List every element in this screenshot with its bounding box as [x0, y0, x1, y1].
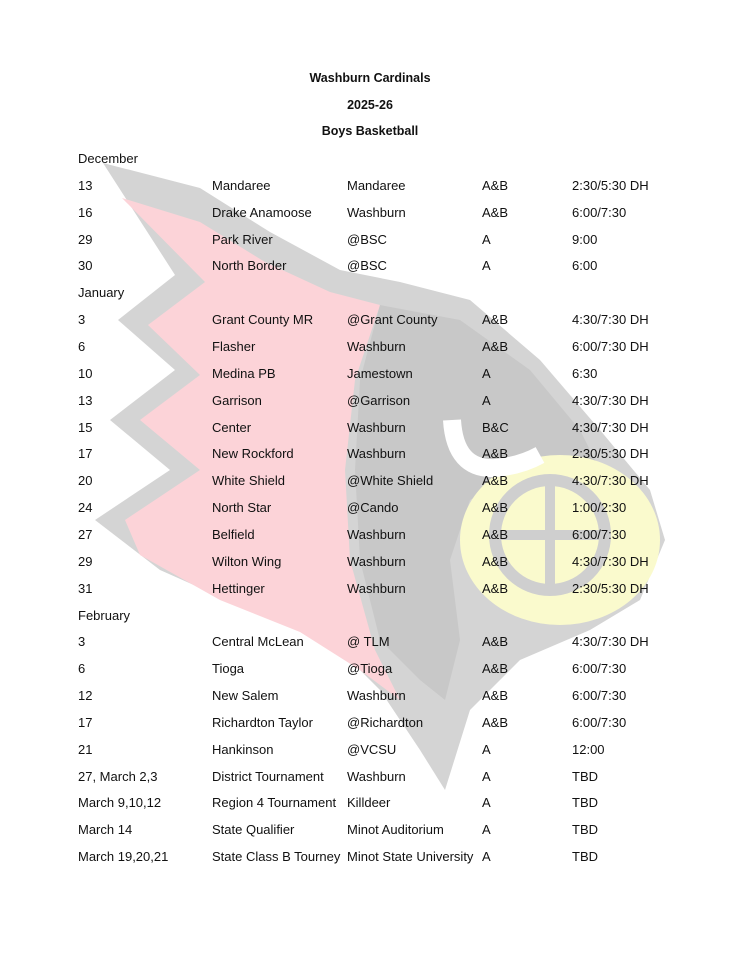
game-date: March 14	[78, 822, 133, 838]
table-row	[0, 742, 750, 762]
table-row	[0, 446, 750, 466]
game-time: 6:00/7:30	[572, 661, 627, 677]
game-opponent: Center	[212, 419, 252, 435]
game-level: A	[482, 822, 491, 838]
game-opponent: White Shield	[212, 473, 285, 489]
game-opponent: Hettinger	[212, 580, 265, 596]
game-level: A&B	[482, 661, 509, 677]
game-opponent: Mandaree	[212, 177, 271, 193]
game-time: 9:00	[572, 231, 598, 247]
game-opponent: Hankinson	[212, 741, 274, 757]
game-time: TBD	[572, 849, 598, 865]
game-time: 4:30/7:30 DH	[572, 634, 649, 650]
game-level: A&B	[482, 688, 509, 703]
game-level: A	[482, 741, 491, 757]
game-date: 30	[78, 258, 93, 274]
game-time: 6:00/7:30	[572, 688, 627, 703]
table-row	[0, 795, 750, 815]
table-row	[0, 232, 750, 252]
table-row	[0, 581, 750, 601]
game-location: @Tioga	[347, 661, 393, 677]
game-location: Killdeer	[347, 795, 391, 811]
table-row	[0, 178, 750, 198]
game-location: @BSC	[347, 231, 387, 247]
game-time: 6:30	[572, 365, 598, 381]
game-location: @Richardton	[347, 714, 424, 730]
game-level: A&B	[482, 204, 509, 220]
game-level: A	[482, 392, 491, 408]
game-location: Washburn	[347, 204, 406, 220]
game-opponent: Belfield	[212, 526, 255, 542]
table-row	[0, 393, 750, 413]
game-date: 31	[78, 580, 93, 596]
table-row	[0, 688, 750, 708]
month-heading-february: February	[78, 607, 131, 623]
game-location: @White Shield	[347, 473, 434, 489]
game-level: A&B	[482, 339, 509, 354]
game-location: @Garrison	[347, 392, 411, 408]
game-location: Washburn	[347, 339, 406, 354]
game-location: Minot State University	[347, 849, 474, 865]
game-time: 2:30/5:30 DH	[572, 580, 649, 596]
game-opponent: North Border	[212, 258, 287, 274]
game-location: Washburn	[347, 526, 406, 542]
game-opponent: State Class B Tourney	[212, 849, 341, 865]
game-date: 6	[78, 339, 86, 354]
game-level: B&C	[482, 419, 509, 435]
table-row	[0, 339, 750, 359]
game-location: Washburn	[347, 553, 406, 569]
table-row	[0, 715, 750, 735]
game-level: A&B	[482, 634, 509, 650]
game-opponent: Richardton Taylor	[212, 714, 313, 730]
game-opponent: Central McLean	[212, 634, 304, 650]
table-row	[0, 849, 750, 869]
game-time: 6:00/7:30	[572, 204, 627, 220]
table-row	[0, 500, 750, 520]
game-level: A&B	[482, 500, 509, 516]
game-level: A	[482, 795, 491, 811]
month-heading-december: December	[78, 151, 138, 166]
table-row	[0, 634, 750, 654]
game-opponent: Medina PB	[212, 365, 276, 381]
table-row	[0, 366, 750, 386]
school-name: Washburn Cardinals	[309, 71, 431, 85]
game-location: Washburn	[347, 768, 406, 784]
table-row	[0, 527, 750, 547]
table-row	[0, 554, 750, 574]
game-date: 3	[78, 312, 86, 328]
game-location: @VCSU	[347, 741, 397, 757]
game-date: March 19,20,21	[78, 849, 169, 865]
game-date: 29	[78, 553, 93, 569]
game-date: 29	[78, 231, 93, 247]
game-time: 2:30/5:30 DH	[572, 446, 649, 462]
game-location: @ TLM	[347, 634, 390, 650]
game-date: March 9,10,12	[78, 795, 162, 811]
game-date: 3	[78, 634, 86, 650]
game-location: @BSC	[347, 258, 387, 274]
game-level: A&B	[482, 312, 509, 328]
game-time: 1:00/2:30	[572, 500, 627, 516]
table-row	[0, 661, 750, 681]
game-opponent: State Qualifier	[212, 822, 295, 838]
game-date: 13	[78, 177, 93, 193]
game-date: 10	[78, 365, 93, 381]
game-location: Washburn	[347, 580, 406, 596]
game-date: 27, March 2,3	[78, 768, 158, 784]
game-date: 6	[78, 661, 86, 677]
game-level: A	[482, 258, 491, 274]
game-location: @Cando	[347, 500, 399, 516]
game-date: 24	[78, 500, 93, 516]
table-row	[0, 473, 750, 493]
game-date: 12	[78, 688, 93, 703]
game-level: A&B	[482, 553, 509, 569]
game-time: TBD	[572, 795, 598, 811]
game-location: Mandaree	[347, 177, 406, 193]
game-time: TBD	[572, 768, 598, 784]
game-time: 4:30/7:30 DH	[572, 312, 649, 328]
game-location: Minot Auditorium	[347, 822, 444, 838]
game-level: A&B	[482, 526, 509, 542]
game-date: 20	[78, 473, 93, 489]
game-location: @Grant County	[347, 312, 438, 328]
game-opponent: New Salem	[212, 688, 279, 703]
game-location: Washburn	[347, 419, 406, 435]
game-level: A&B	[482, 580, 509, 596]
season-title: 2025-26	[347, 98, 393, 112]
game-time: 12:00	[572, 741, 605, 757]
game-time: 4:30/7:30 DH	[572, 553, 649, 569]
game-time: TBD	[572, 822, 598, 838]
game-level: A&B	[482, 177, 509, 193]
table-row	[0, 258, 750, 278]
game-opponent: District Tournament	[212, 768, 324, 784]
game-opponent: Flasher	[212, 339, 256, 354]
game-level: A&B	[482, 473, 509, 489]
game-location: Washburn	[347, 446, 406, 462]
game-time: 4:30/7:30 DH	[572, 473, 649, 489]
game-level: A&B	[482, 714, 509, 730]
sport-title: Boys Basketball	[321, 124, 419, 138]
game-time: 6:00	[572, 258, 598, 274]
game-date: 15	[78, 419, 93, 435]
month-heading-january: January	[78, 285, 125, 301]
game-date: 17	[78, 714, 93, 730]
game-time: 6:00/7:30	[572, 714, 627, 730]
game-opponent: North Star	[212, 500, 272, 516]
game-location: Jamestown	[347, 365, 413, 381]
game-time: 6:00/7:30	[572, 526, 627, 542]
game-opponent: New Rockford	[212, 446, 294, 462]
game-level: A	[482, 849, 491, 865]
table-row	[0, 822, 750, 842]
game-date: 16	[78, 204, 93, 220]
game-date: 17	[78, 446, 93, 462]
game-opponent: Grant County MR	[212, 312, 314, 328]
game-date: 27	[78, 526, 93, 542]
game-opponent: Wilton Wing	[212, 553, 282, 569]
game-date: 21	[78, 741, 93, 757]
game-location: Washburn	[347, 688, 406, 703]
game-level: A	[482, 768, 491, 784]
game-date: 13	[78, 392, 93, 408]
table-row	[0, 420, 750, 440]
game-level: A	[482, 365, 491, 381]
game-level: A&B	[482, 446, 509, 462]
table-row	[0, 312, 750, 332]
game-opponent: Tioga	[212, 661, 245, 677]
game-time: 2:30/5:30 DH	[572, 177, 649, 193]
game-time: 6:00/7:30 DH	[572, 339, 649, 354]
table-row	[0, 205, 750, 225]
game-time: 4:30/7:30 DH	[572, 419, 649, 435]
game-opponent: Drake Anamoose	[212, 204, 312, 220]
table-row	[0, 769, 750, 789]
game-time: 4:30/7:30 DH	[572, 392, 649, 408]
game-opponent: Region 4 Tournament	[212, 795, 337, 811]
game-opponent: Park River	[212, 231, 273, 247]
game-level: A	[482, 231, 491, 247]
game-opponent: Garrison	[212, 392, 262, 408]
